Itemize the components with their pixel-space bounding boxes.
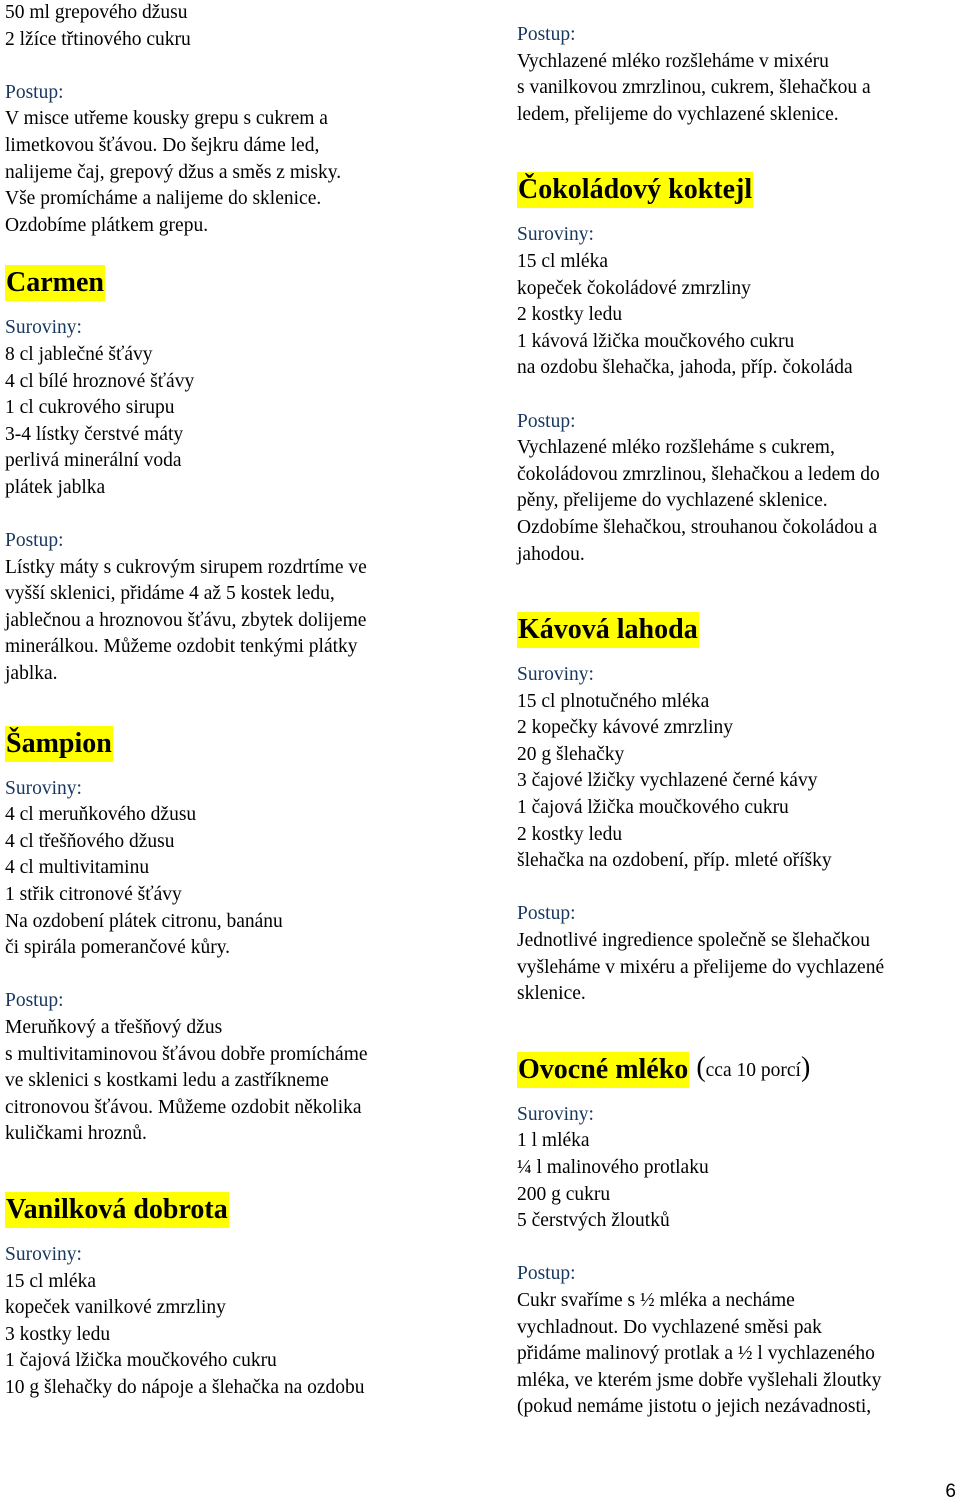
ingredient-line: 1 kávová lžička moučkového cukru [517, 330, 795, 352]
ingredient-line: 8 cl jablečné šťávy [5, 343, 153, 365]
ingredient-line: 4 cl třešňového džusu [5, 830, 175, 852]
suroviny-label: Suroviny: [5, 317, 82, 339]
step-line: jahodou. [517, 543, 585, 565]
recipe-title-carmen: Carmen [5, 265, 105, 301]
ingredient-line: kopeček vanilkové zmrzliny [5, 1297, 226, 1319]
step-line: Lístky máty s cukrovým sirupem rozdrtíme ve [5, 556, 367, 578]
ingredient-line: 3-4 lístky čerstvé máty [5, 423, 184, 445]
recipe-title-ovocne: Ovocné mléko [517, 1052, 689, 1088]
step-line: (pokud nemáme jistotu o jejich nezávadnosti, [517, 1396, 872, 1418]
step-line: mléka, ve kterém jsme dobře vyšlehali žloutky [517, 1369, 882, 1391]
ingredient-line: šlehačka na ozdobení, příp. mleté oříšky [517, 850, 832, 872]
ingredient-line: 1 střik citronové šťávy [5, 884, 182, 906]
postup-label: Postup: [517, 24, 576, 45]
step-line: Cukr svaříme s ½ mléka a necháme [517, 1289, 795, 1311]
portion-note-text: cca 10 porcí [705, 1060, 801, 1082]
intro-step-line: nalijeme čaj, grepový džus a směs z misky. [5, 161, 342, 183]
ingredient-line: 4 cl multivitaminu [5, 857, 150, 879]
ingredient-line: 3 kostky ledu [5, 1323, 111, 1345]
step-line: minerálkou. Můžeme ozdobit tenkými plátky [5, 636, 358, 658]
ingredient-line: či spirála pomerančové kůry. [5, 937, 231, 959]
step-line: Meruňkový a třešňový džus [5, 1017, 223, 1038]
step-line: Jednotlivé ingredience společně se šlehačkou [517, 930, 871, 952]
step-line: pěny, přelijeme do vychlazené sklenice. [517, 490, 828, 512]
step-line: s multivitaminovou šťávou dobře promícháme [5, 1043, 368, 1065]
ingredient-line: 3 čajové lžičky vychlazené černé kávy [517, 770, 818, 792]
step-line: sklenice. [517, 983, 586, 1005]
postup-label: Postup: [5, 530, 64, 552]
ingredient-line: 1 čajová lžička moučkového cukru [517, 797, 789, 819]
recipe-title-sampion: Šampion [5, 726, 113, 762]
portion-note [689, 1050, 810, 1089]
ingredient-line: na ozdobu šlehačka, jahoda, příp. čokoláda [517, 357, 853, 379]
ingredient-line: perlivá minerální voda [5, 450, 182, 472]
recipe-title-kavova: Kávová lahoda [517, 612, 699, 648]
intro-ingredient: 50 ml grepového džusu [5, 2, 188, 23]
recipe-title-vanilkova: Vanilková dobrota [5, 1192, 229, 1228]
suroviny-label: Suroviny: [5, 777, 82, 799]
intro-step-line: Vše promícháme a nalijeme do sklenice. [5, 188, 322, 210]
ingredient-line: 1 cl cukrového sirupu [5, 397, 175, 419]
postup-label: Postup: [517, 1263, 576, 1285]
right-column [517, 22, 957, 1421]
intro-postup-label: Postup: [5, 81, 64, 103]
ingredient-line: 15 cl mléka [5, 1270, 96, 1292]
step-line: Vychlazené mléko rozšleháme s cukrem, [517, 437, 835, 459]
ingredient-line: Na ozdobení plátek citronu, banánu [5, 910, 283, 932]
ingredient-line: kopeček čokoládové zmrzliny [517, 277, 751, 299]
step-line: vyšší sklenici, přidáme 4 až 5 kostek ledu, [5, 583, 335, 605]
suroviny-label: Suroviny: [5, 1243, 82, 1265]
postup-label: Postup: [517, 903, 576, 925]
ingredient-line: 2 kostky ledu [517, 304, 623, 326]
ingredient-line: 200 g cukru [517, 1183, 611, 1205]
step-line: vychladnout. Do vychlazené směsi pak [517, 1316, 822, 1338]
ingredient-line: plátek jablka [5, 476, 106, 498]
ingredient-line: 15 cl plnotučného mléka [517, 690, 710, 712]
step-line: ve sklenici s kostkami ledu a zastříkneme [5, 1070, 329, 1092]
ingredient-line: 15 cl mléka [517, 250, 608, 272]
postup-label: Postup: [5, 990, 64, 1012]
ingredient-line: 1 čajová lžička moučkového cukru [5, 1350, 277, 1372]
ingredient-line: 20 g šlehačky [517, 743, 625, 765]
ingredient-line: 10 g šlehačky do nápoje a šlehačka na ozdobu [5, 1376, 365, 1398]
postup-label: Postup: [517, 410, 576, 432]
intro-step-line: Ozdobíme plátkem grepu. [5, 214, 209, 236]
suroviny-label: Suroviny: [517, 224, 594, 246]
step-line: ledem, přelijeme do vychlazené sklenice. [517, 103, 839, 125]
step-line: Vychlazené mléko rozšleháme v mixéru [517, 50, 829, 72]
portion-note-open: ( [696, 1052, 706, 1084]
step-line: Ozdobíme šlehačkou, strouhanou čokoládou a [517, 516, 878, 538]
step-line: citronovou šťávou. Můžeme ozdobit několika [5, 1096, 362, 1118]
ingredient-line: 4 cl meruňkového džusu [5, 804, 197, 826]
step-line: čokoládovou zmrzlinou, šlehačkou a ledem do [517, 463, 880, 485]
step-line: jablka. [5, 663, 58, 685]
recipe-title-cokoladovy: Čokoládový koktejl [517, 172, 753, 208]
ingredient-line: ¼ l malinového protlaku [517, 1157, 709, 1178]
intro-step-line: limetkovou šťávou. Do šejkru dáme led, [5, 134, 320, 156]
ingredient-line: 4 cl bílé hroznové šťávy [5, 370, 195, 392]
page-number: 6 [945, 1481, 956, 1503]
ingredient-line: 2 kostky ledu [517, 823, 623, 845]
suroviny-label: Suroviny: [517, 664, 594, 686]
portion-note-close: ) [800, 1052, 811, 1084]
step-line: přidáme malinový protlak a ½ l vychlazeného [517, 1343, 875, 1365]
suroviny-label: Suroviny: [517, 1103, 594, 1125]
step-line: vyšleháme v mixéru a přelijeme do vychlazené [517, 956, 885, 978]
step-line: s vanilkovou zmrzlinou, cukrem, šlehačkou a [517, 77, 871, 99]
intro-ingredient: 2 lžíce třtinového cukru [5, 28, 191, 50]
ingredient-line: 1 l mléka [517, 1130, 590, 1152]
ingredient-line: 5 čerstvých žloutků [517, 1210, 670, 1232]
step-line: kuličkami hroznů. [5, 1123, 147, 1145]
step-line: jablečnou a hroznovou šťávu, zbytek dolijeme [5, 609, 367, 631]
left-column [5, 0, 460, 1402]
ingredient-line: 2 kopečky kávové zmrzliny [517, 717, 734, 739]
intro-step-line: V misce utřeme kousky grepu s cukrem a [5, 108, 328, 130]
